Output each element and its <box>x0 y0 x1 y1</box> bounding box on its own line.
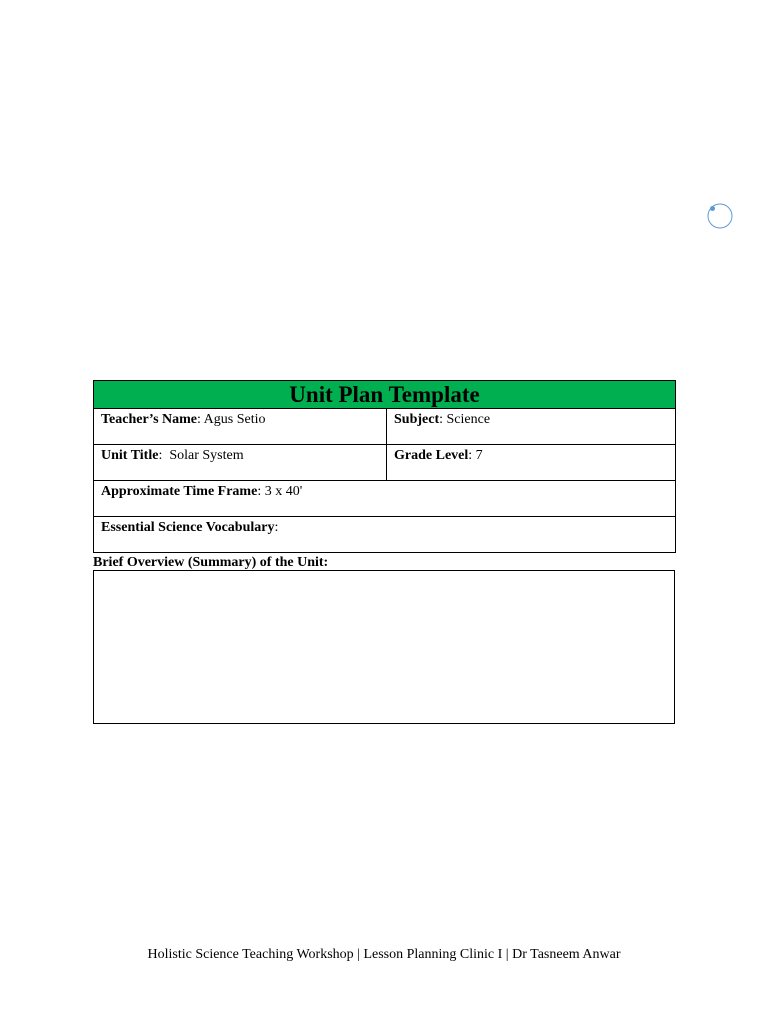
unit-plan-table <box>93 380 676 553</box>
overview-heading: Brief Overview (Summary) of the Unit: <box>93 555 329 570</box>
template-title: Unit Plan Template <box>94 381 676 409</box>
subject-label: Subject <box>394 412 440 427</box>
subject-cell[interactable] <box>387 409 676 445</box>
table-row <box>94 445 676 481</box>
time-frame-label: Approximate Time Frame <box>101 484 258 499</box>
vocabulary-label: Essential Science Vocabulary <box>101 520 275 535</box>
page-footer: Holistic Science Teaching Workshop | Lesson Planning Clinic I | Dr Tasneem Anwar <box>147 947 621 962</box>
table-row <box>94 517 676 553</box>
vocabulary-value: : <box>274 520 279 535</box>
grade-level-value: : 7 <box>468 448 483 463</box>
time-frame-cell[interactable] <box>94 481 676 517</box>
loading-spinner-icon <box>707 203 733 229</box>
teachers-name-label: Teacher’s Name <box>101 412 198 427</box>
grade-level-cell[interactable] <box>387 445 676 481</box>
teachers-name-value: : Agus Setio <box>197 412 266 427</box>
unit-title-value: : Solar System <box>158 448 244 463</box>
time-frame-value: : 3 x 40' <box>257 484 303 499</box>
title-row <box>94 381 676 409</box>
vocabulary-cell[interactable] <box>94 517 676 553</box>
unit-title-cell[interactable] <box>94 445 387 481</box>
subject-value: : Science <box>439 412 491 427</box>
overview-text-box[interactable] <box>93 570 675 724</box>
table-row <box>94 409 676 445</box>
table-row <box>94 481 676 517</box>
grade-level-label: Grade Level <box>394 448 469 463</box>
teachers-name-cell[interactable] <box>94 409 387 445</box>
unit-title-label: Unit Title <box>101 448 159 463</box>
